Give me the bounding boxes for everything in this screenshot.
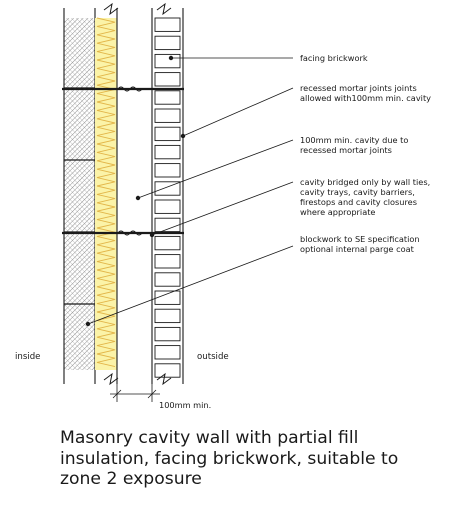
brick: [155, 73, 180, 86]
brick: [155, 91, 180, 104]
cavity-dimension: [110, 384, 160, 402]
outside-label: outside: [197, 352, 229, 362]
brick: [155, 309, 180, 322]
brick: [155, 327, 180, 340]
label-cavity-width: 100mm min. cavity due to recessed mortar joints: [300, 135, 409, 155]
brick: [155, 145, 180, 158]
facing-brickwork-leaf: [152, 8, 183, 384]
label-recessed-mortar-joints: recessed mortar joints joints allowed with100mm min. cavity: [300, 83, 431, 103]
insulation-board: [95, 8, 117, 384]
caption-line: zone 2 exposure: [60, 469, 202, 489]
brick: [155, 364, 180, 377]
label-facing-brickwork: facing brickwork: [300, 53, 368, 63]
brick: [155, 346, 180, 359]
brick: [155, 109, 180, 122]
brick: [155, 291, 180, 304]
caption-line: insulation, facing brickwork, suitable to: [60, 448, 399, 469]
brick: [155, 36, 180, 49]
brick: [155, 236, 180, 249]
blockwork-inner-leaf: [64, 8, 95, 384]
diagram-caption: [60, 428, 470, 490]
inside-label: inside: [15, 352, 41, 362]
brick: [155, 273, 180, 286]
brick: [155, 164, 180, 177]
brick: [155, 200, 180, 213]
brick: [155, 127, 180, 140]
caption-line: Masonry cavity wall with partial fill: [60, 428, 359, 448]
label-blockwork: blockwork to SE specification optional internal parge coat: [300, 234, 420, 254]
brick: [155, 255, 180, 268]
brick: [155, 18, 180, 31]
brick: [155, 54, 180, 67]
label-cavity-bridged: cavity bridged only by wall ties, cavity trays, cavity barriers, firestops and cavity closures where appropriate: [300, 177, 431, 217]
dimension-label: 100mm min.: [159, 400, 212, 410]
